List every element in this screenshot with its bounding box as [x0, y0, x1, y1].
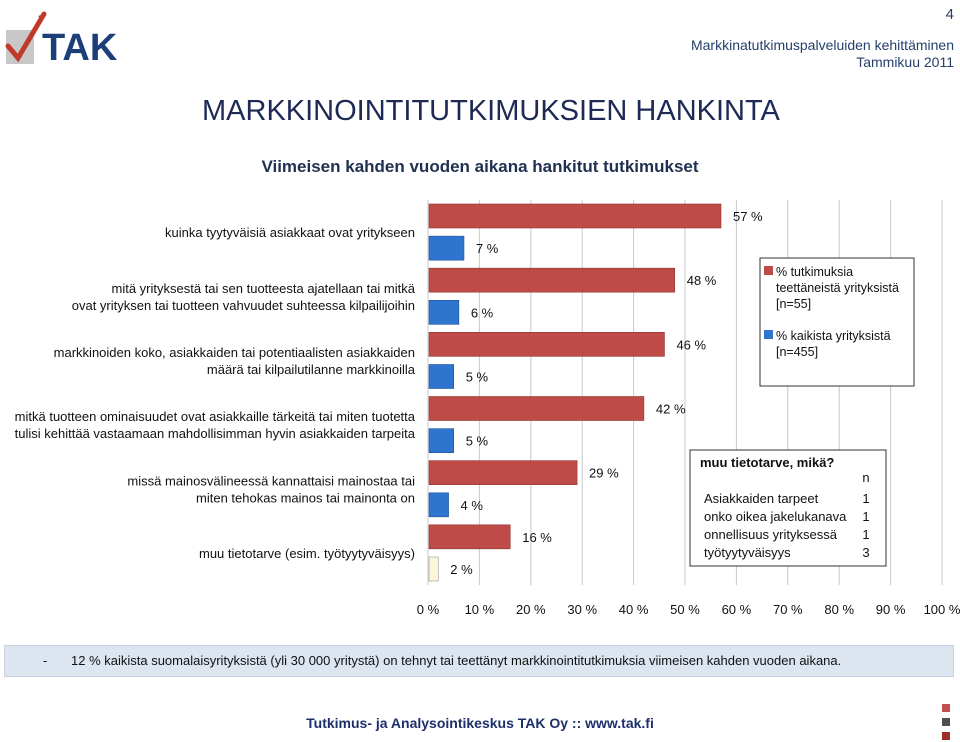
inset-table-row-label: työtyytyväisyys	[704, 545, 791, 560]
inset-table-row-label: onnellisuus yrityksessä	[704, 527, 837, 542]
data-label-blue: 7 %	[475, 241, 499, 257]
inset-table-row-label: onko oikea jakelukanava	[704, 509, 847, 524]
bar-blue	[429, 493, 449, 517]
x-tick-label: 80 %	[824, 602, 855, 617]
bar-red	[429, 525, 510, 549]
data-label-blue: 5 %	[465, 369, 489, 385]
data-label-red: 46 %	[676, 337, 707, 353]
bar-cream	[429, 557, 438, 581]
bar-blue	[429, 365, 454, 389]
data-label-blue: 4 %	[460, 497, 483, 513]
logo-text: TAK	[42, 27, 118, 66]
x-tick-label: 0 %	[416, 602, 440, 617]
x-tick-label: 40 %	[618, 602, 649, 617]
bar-red	[429, 204, 721, 228]
data-label-red: 42 %	[655, 401, 686, 417]
header-project: Markkinatutkimuspalveluiden kehittäminen	[690, 37, 954, 53]
x-tick-label: 60 %	[721, 602, 752, 617]
bar-red	[429, 332, 664, 356]
data-label-red: 29 %	[589, 465, 619, 481]
inset-table-row-n: 3	[862, 545, 870, 560]
inset-table-row-label: Asiakkaiden tarpeet	[704, 491, 819, 506]
chart-title: Viimeisen kahden vuoden aikana hankitut tutkimukset	[261, 157, 699, 176]
x-tick-label: 30 %	[567, 602, 598, 617]
category-label: mitkä tuotteen ominaisuudet ovat asiakkaille tärkeitä tai miten tuotetta	[14, 409, 415, 425]
category-label: muu tietotarve (esim. työtyytyväisyys)	[199, 545, 415, 561]
category-label: määrä tai kilpailutilanne markkinoilla	[206, 361, 415, 377]
data-label-red: 57 %	[732, 209, 763, 224]
page-number: 4	[945, 6, 954, 23]
data-label-red: 16 %	[522, 529, 552, 545]
x-tick-label: 100 %	[923, 602, 960, 617]
bar-red	[429, 397, 644, 421]
x-tick-label: 70 %	[772, 602, 803, 617]
x-tick-label: 50 %	[670, 602, 700, 617]
legend-label: % kaikista yrityksistä	[776, 329, 891, 343]
tak-logo	[4, 6, 144, 66]
bar-chart	[0, 190, 960, 630]
legend-label: teettäneistä yrityksistä	[776, 281, 899, 295]
data-label-blue: 5 %	[465, 433, 489, 449]
category-label: miten tehokas mainos tai mainonta on	[196, 490, 415, 506]
data-label-blue: 2 %	[450, 562, 473, 577]
legend-label: [n=455]	[776, 345, 819, 359]
category-label: mitä yrityksestä tai sen tuotteesta ajatellaan tai mitkä	[111, 280, 415, 296]
category-label: kuinka tyytyväisiä asiakkaat ovat yritykseen	[165, 225, 415, 241]
page-title: MARKKINOINTITUTKIMUKSIEN HANKINTA	[202, 95, 780, 127]
legend-label: % tutkimuksia	[776, 265, 854, 279]
note-box	[4, 645, 954, 677]
footer-text: Tutkimus- ja Analysointikeskus TAK Oy :: www.tak.fi	[306, 715, 654, 731]
inset-table-row-n: 1	[862, 509, 870, 524]
category-label: tulisi kehittää vastaamaan mahdollisimman hyvin asiakkaiden tarpeita	[14, 426, 415, 442]
inset-table-header: n	[862, 470, 870, 485]
header-date: Tammikuu 2011	[856, 54, 954, 70]
inset-table-title: muu tietotarve, mikä?	[700, 455, 835, 470]
x-tick-label: 90 %	[875, 602, 906, 617]
bar-blue	[429, 236, 464, 260]
data-label-blue: 6 %	[470, 305, 494, 321]
category-label: markkinoiden koko, asiakkaiden tai potentiaalisten asiakkaiden	[53, 344, 415, 360]
category-label: ovat yrityksen tai tuotteen vahvuudet suhteessa kilpailijoihin	[71, 297, 415, 313]
bar-red	[429, 268, 675, 292]
category-label: missä mainosvälineessä kannattaisi mainostaa tai	[127, 473, 415, 489]
bar-blue	[429, 429, 454, 453]
bar-blue	[429, 300, 459, 324]
legend-swatch-blue	[764, 330, 773, 339]
corner-square-3	[942, 732, 950, 740]
corner-square-1	[942, 704, 950, 712]
legend-label: [n=55]	[776, 297, 812, 311]
legend-swatch-red	[764, 266, 773, 275]
bar-red	[429, 461, 577, 485]
data-label-red: 48 %	[686, 273, 717, 289]
corner-square-2	[942, 718, 950, 726]
inset-table-row-n: 1	[862, 491, 870, 506]
x-tick-label: 10 %	[464, 602, 495, 617]
inset-table-row-n: 1	[862, 527, 870, 542]
x-tick-label: 20 %	[515, 602, 546, 617]
note-bullet: -	[43, 653, 48, 668]
note-text: 12 % kaikista suomalaisyrityksistä (yli 30 000 yritystä) on tehnyt tai teettänyt markkinointitutkimuksia viimeisen kahden vuoden aikana.	[71, 653, 842, 668]
